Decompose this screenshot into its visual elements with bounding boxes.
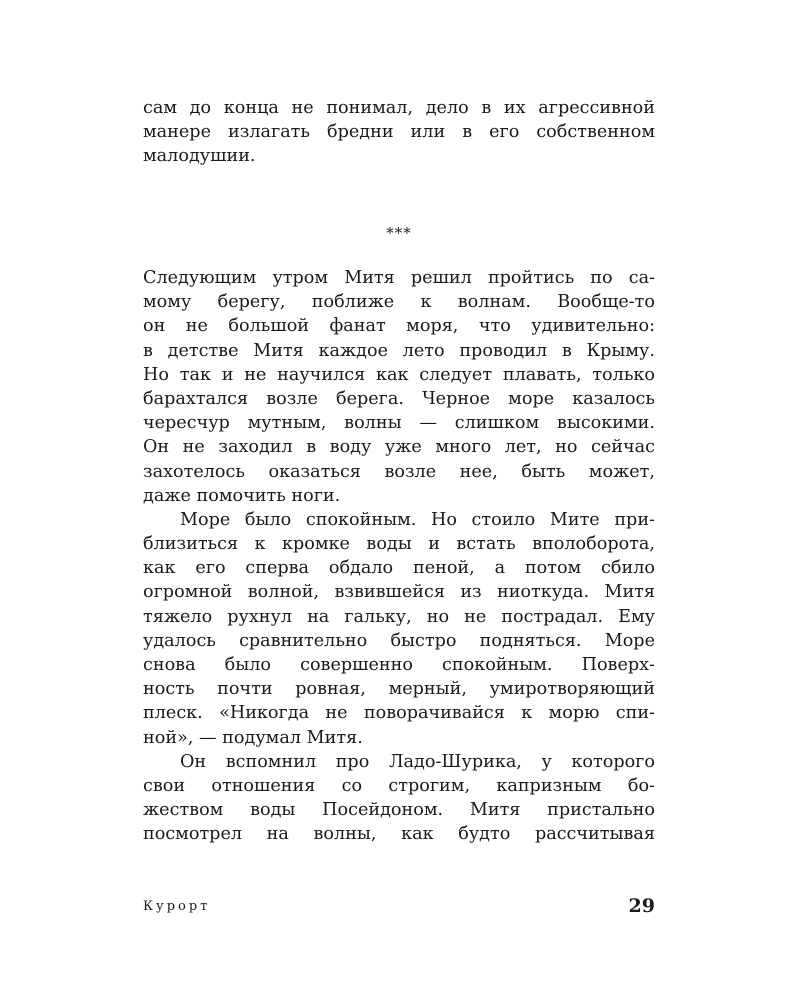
text-line: он не большой фанат моря, что удивительно: xyxy=(143,316,655,337)
text-line: чересчур мутным, волны — слишком высокими. xyxy=(143,413,655,434)
text-line: Следующим утром Митя решил пройтись по са- xyxy=(143,268,655,288)
text-line: плеск. «Никогда не поворачивайся к морю спи- xyxy=(143,703,655,724)
text-line: свои отношения со строгим, капризным бо- xyxy=(143,775,655,796)
text-line: ной», — подумал Митя. xyxy=(143,727,363,748)
text-line: Он вспомнил про Ладо-Шурика, у которого xyxy=(180,751,655,772)
text-line: ность почти ровная, мерный, умиротворяющий xyxy=(143,679,655,700)
text-line: посмотрел на волны, как будто рассчитывая xyxy=(143,824,655,845)
top-paragraph-fragment xyxy=(143,96,655,169)
text-line: малодушии. xyxy=(143,146,256,167)
page-number: 29 xyxy=(628,895,655,917)
text-line: снова было совершенно спокойным. Поверх- xyxy=(143,655,655,675)
text-line: барахтался возле берега. Черное море казалось xyxy=(143,388,655,409)
text-line: близиться к кромке воды и встать вполоборота, xyxy=(143,534,655,555)
text-line: тяжело рухнул на гальку, но не пострадал. Ему xyxy=(143,606,655,627)
paragraph xyxy=(143,266,655,508)
text-line: даже помочить ноги. xyxy=(143,485,341,506)
text-line: как его сперва обдало пеной, а потом сбило xyxy=(143,558,655,579)
text-line: мому берегу, поближе к волнам. Вообще-то xyxy=(143,292,655,313)
running-footer-title: Курорт xyxy=(143,899,211,914)
text-line: манере излагать бредни или в его собственном xyxy=(143,122,655,143)
paragraph xyxy=(143,508,655,750)
section-separator: *** xyxy=(386,224,412,242)
text-line: Он не заходил в воду уже много лет, но сейчас xyxy=(143,437,655,458)
text-line: Море было спокойным. Но стоило Мите при- xyxy=(180,509,655,530)
text-line: жеством воды Посейдоном. Митя пристально xyxy=(143,800,655,821)
text-line: удалось сравнительно быстро подняться. Море xyxy=(143,630,655,651)
paragraph xyxy=(143,750,655,847)
text-line: сам до конца не понимал, дело в их агрессивной xyxy=(143,98,655,118)
text-line: захотелось оказаться возле нее, быть может, xyxy=(143,461,655,482)
main-text xyxy=(143,266,655,847)
text-line: Но так и не научился как следует плавать, только xyxy=(143,364,655,385)
text-line: огромной волной, взвившейся из ниоткуда. Митя xyxy=(143,582,655,603)
text-line: в детстве Митя каждое лето проводил в Крыму. xyxy=(143,340,655,361)
